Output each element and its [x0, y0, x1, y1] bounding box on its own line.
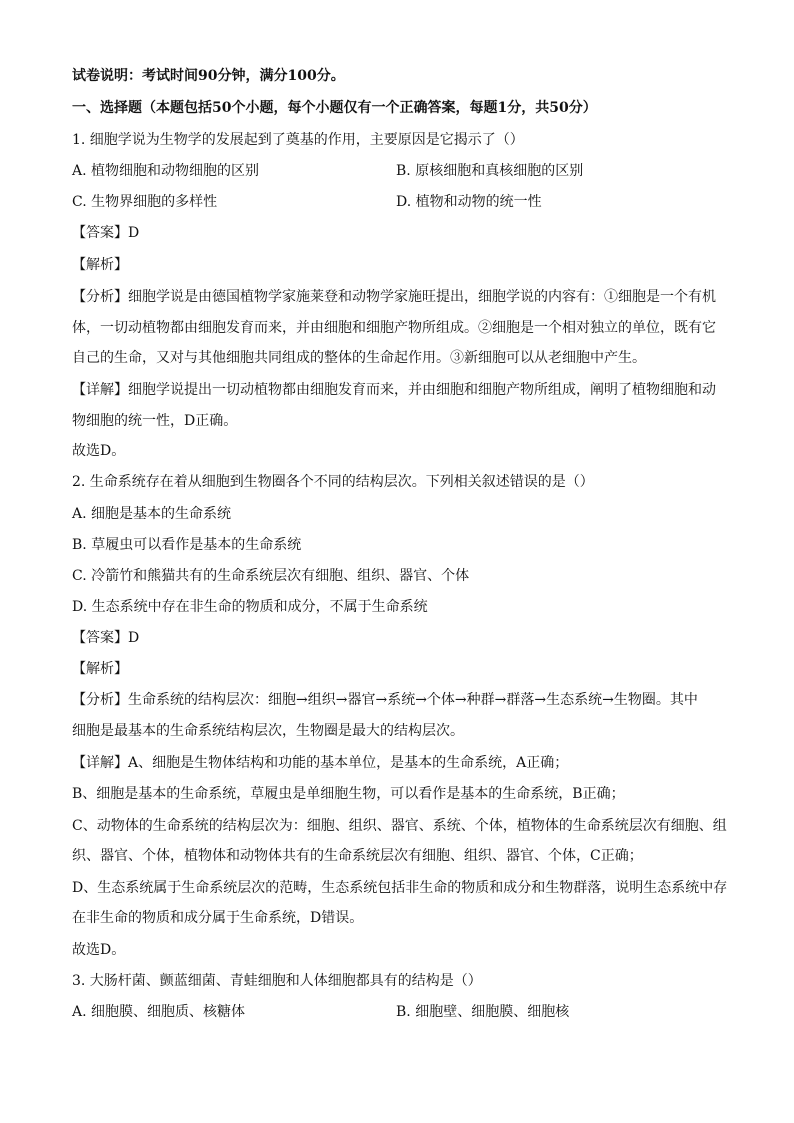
question-3-option-a: A. 细胞膜、细胞质、核糖体: [72, 1004, 246, 1020]
question-2-analysis-line: B、细胞是基本的生命系统，草履虫是单细胞生物，可以看作是基本的生命系统，B正确；: [72, 786, 625, 802]
question-1-option-d: D. 植物和动物的统一性: [396, 194, 542, 210]
question-2-analysis-line: 在非生命的物质和成分属于生命系统，D错误。: [72, 910, 364, 926]
question-2-analysis-line: 织、器官、个体，植物体和动物体共有的生命系统层次有细胞、组织、器官、个体，C正确；: [72, 848, 643, 864]
question-2-answer: 【答案】D: [72, 630, 140, 646]
section-title: 一、选择题（本题包括50个小题，每个小题仅有一个正确答案，每题1分，共50分）: [72, 100, 597, 116]
question-2-option-a: A. 细胞是基本的生命系统: [72, 506, 232, 522]
question-2-analysis-line: 细胞是最基本的生命系统结构层次，生物圈是最大的结构层次。: [72, 723, 464, 739]
question-2-analysis-line: 【详解】A、细胞是生物体结构和功能的基本单位，是基本的生命系统，A正确；: [72, 755, 569, 771]
question-2-analysis-line: D、生态系统属于生命系统层次的范畴，生态系统包括非生命的物质和成分和生物群落，说明生态系统中存: [72, 880, 728, 896]
question-3-option-b: B. 细胞壁、细胞膜、细胞核: [396, 1004, 570, 1020]
question-1-conclusion: 故选D。: [72, 443, 126, 459]
question-1-stem: 1. 细胞学说为生物学的发展起到了奠基的作用，主要原因是它揭示了（）: [72, 132, 524, 148]
question-1-analysis-line: 体，一切动植物都由细胞发育而来，并由细胞和细胞产物所组成。②细胞是一个相对独立的单位，既有它: [72, 320, 716, 336]
question-1-analysis-title: 【解析】: [72, 257, 128, 273]
question-1-option-b: B. 原核细胞和真核细胞的区别: [396, 163, 584, 179]
question-2-analysis-title: 【解析】: [72, 661, 128, 677]
question-1-analysis-line: 自己的生命，又对与其他细胞共同组成的整体的生命起作用。③新细胞可以从老细胞中产生。: [72, 350, 646, 366]
exam-instructions: 试卷说明：考试时间90分钟，满分100分。: [72, 68, 345, 84]
question-2-analysis-line: C、动物体的生命系统的结构层次为：细胞、组织、器官、系统、个体，植物体的生命系统层次有细胞、组: [72, 818, 727, 834]
question-2-analysis-line: 【分析】生命系统的结构层次：细胞→组织→器官→系统→个体→种群→群落→生态系统→生物圈。其中: [72, 692, 698, 708]
question-2-option-d: D. 生态系统中存在非生命的物质和成分，不属于生命系统: [72, 599, 428, 615]
question-1-option-a: A. 植物细胞和动物细胞的区别: [72, 163, 260, 179]
question-3-stem: 3. 大肠杆菌、颤蓝细菌、青蛙细胞和人体细胞都具有的结构是（）: [72, 973, 482, 989]
question-1-analysis-line: 【分析】细胞学说是由德国植物学家施莱登和动物学家施旺提出，细胞学说的内容有：①细胞是一个有机: [72, 289, 716, 305]
question-1-option-c: C. 生物界细胞的多样性: [72, 194, 218, 210]
question-2-conclusion: 故选D。: [72, 942, 126, 958]
question-1-answer: 【答案】D: [72, 225, 140, 241]
question-2-option-b: B. 草履虫可以看作是基本的生命系统: [72, 537, 302, 553]
question-2-option-c: C. 冷箭竹和熊猫共有的生命系统层次有细胞、组织、器官、个体: [72, 568, 470, 584]
question-2-stem: 2. 生命系统存在着从细胞到生物圈各个不同的结构层次。下列相关叙述错误的是（）: [72, 474, 594, 490]
question-1-analysis-line: 物细胞的统一性，D正确。: [72, 413, 238, 429]
question-1-analysis-line: 【详解】细胞学说提出一切动植物都由细胞发育而来，并由细胞和细胞产物所组成，阐明了植物细胞和动: [72, 382, 716, 398]
